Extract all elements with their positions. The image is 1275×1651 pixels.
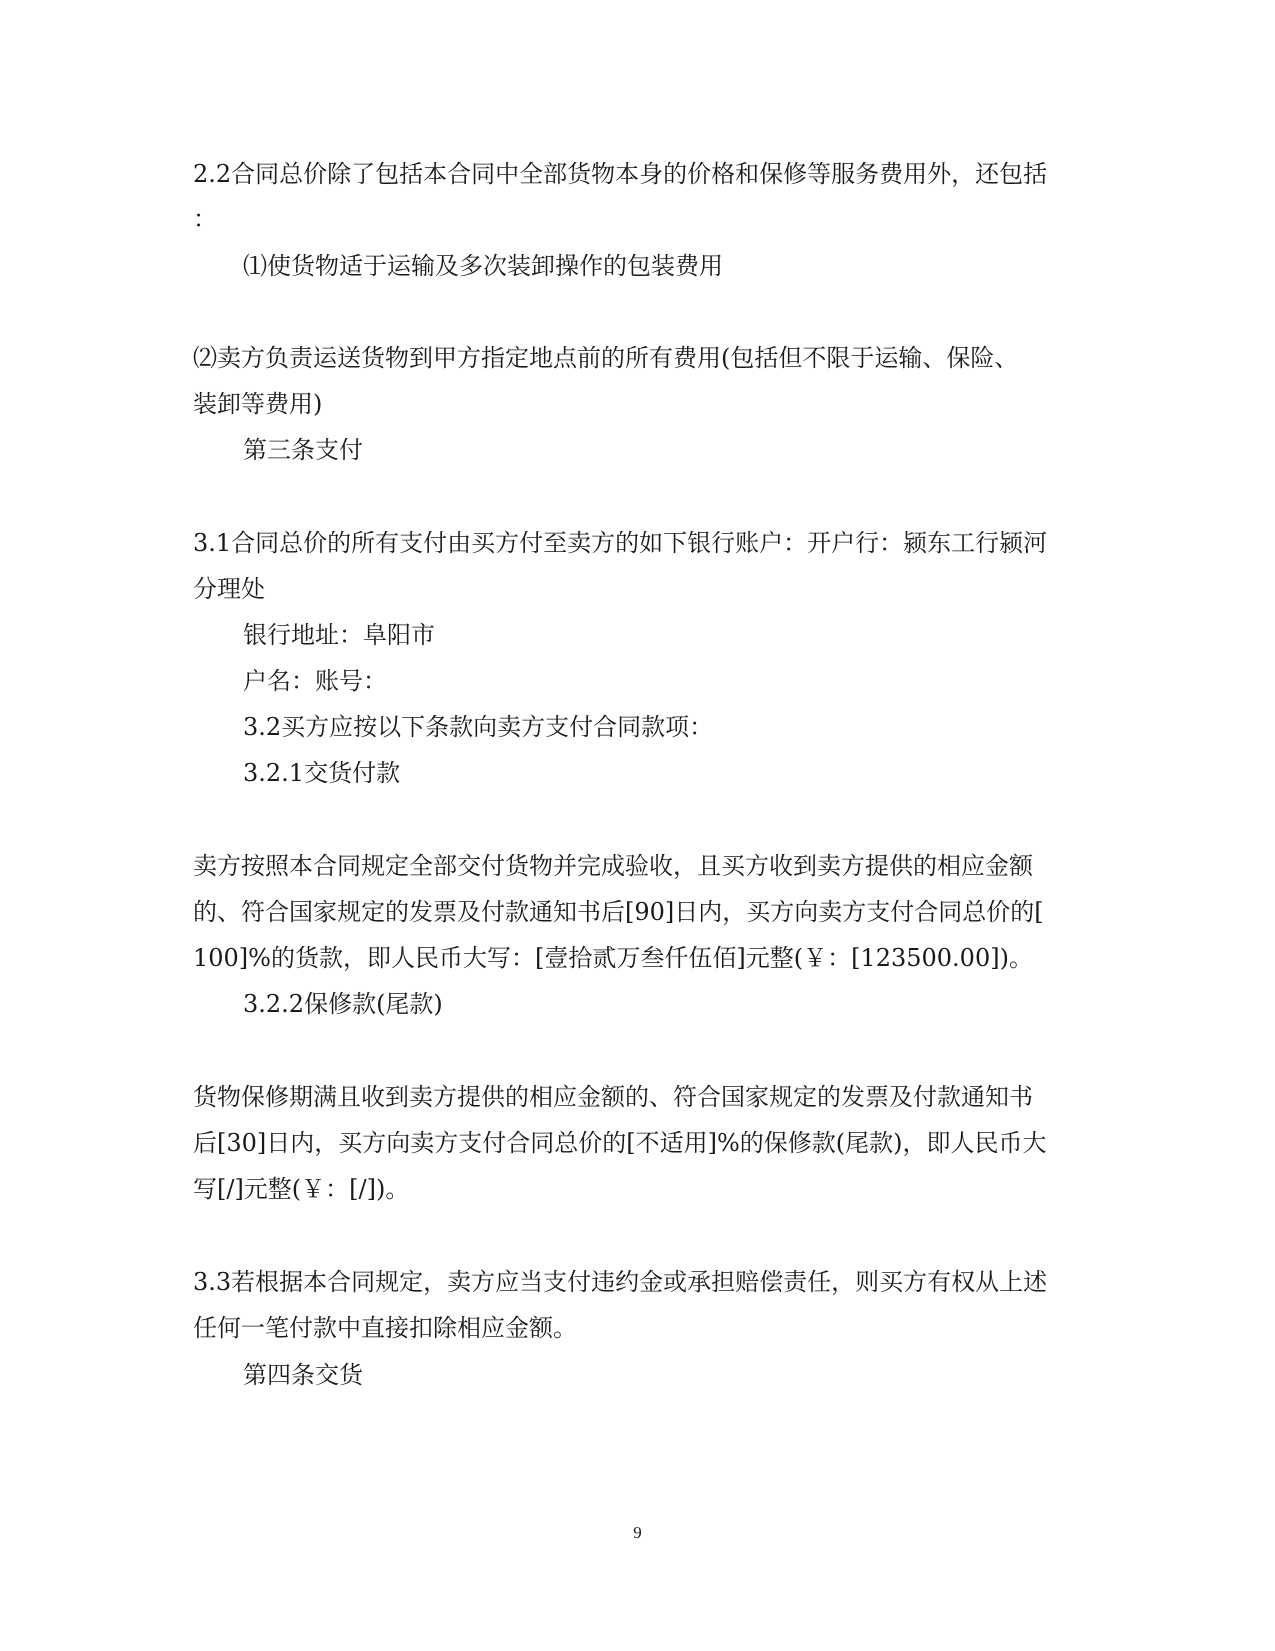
clause-3-1-text: 3.1合同总价的所有支付由买方付至卖方的如下银行账户：开户行：颍东工行颍河 [193,529,1048,557]
clause-3-2-1-text: 卖方按照本合同规定全部交付货物并完成验收，且买方收到卖方提供的相应金额 [193,852,1033,880]
account-name-number: 户名：账号： [243,667,387,695]
clause-3-2-1-cont-1: 的、符合国家规定的发票及付款通知书后[90]日内，买方向卖方支付合同总价的[ [193,898,1044,926]
clause-3-2-2-cont-2: 写[/]元整(￥：[/])。 [193,1175,410,1203]
clause-3-2-2-text: 货物保修期满且收到卖方提供的相应金额的、符合国家规定的发票及付款通知书 [193,1083,1033,1111]
clause-2-2-colon: ： [193,205,217,233]
bank-address: 银行地址：阜阳市 [243,621,435,649]
page-number: 9 [633,1523,642,1542]
clause-3-2-text: 3.2买方应按以下条款向卖方支付合同款项： [243,713,714,741]
clause-3-2-1-heading: 3.2.1交货付款 [243,759,401,787]
clause-3-2-1-cont-2: 100]%的货款，即人民币大写：[壹拾贰万叁仟伍佰]元整(￥：[123500.00])。 [193,944,1033,972]
clause-2-2-item-2: ⑵卖方负责运送货物到甲方指定地点前的所有费用(包括但不限于运输、保险、 [193,344,1019,372]
clause-2-2-text: 2.2合同总价除了包括本合同中全部货物本身的价格和保修等服务费用外，还包括 [193,160,1048,188]
clause-3-1-cont: 分理处 [193,575,265,603]
clause-3-3-cont: 任何一笔付款中直接扣除相应金额。 [193,1314,577,1342]
clause-3-3-text: 3.3若根据本合同规定，卖方应当支付违约金或承担赔偿责任，则买方有权从上述 [193,1268,1048,1296]
clause-3-2-2-heading: 3.2.2保修款(尾款) [243,990,443,1018]
article-3-heading: 第三条支付 [243,436,363,464]
clause-3-2-2-cont-1: 后[30]日内，买方向卖方支付合同总价的[不适用]%的保修款(尾款)，即人民币大 [193,1129,1047,1157]
article-4-heading: 第四条交货 [243,1361,363,1389]
clause-2-2-item-1: ⑴使货物适于运输及多次装卸操作的包装费用 [243,252,723,280]
clause-2-2-item-2-cont: 装卸等费用) [193,390,323,418]
